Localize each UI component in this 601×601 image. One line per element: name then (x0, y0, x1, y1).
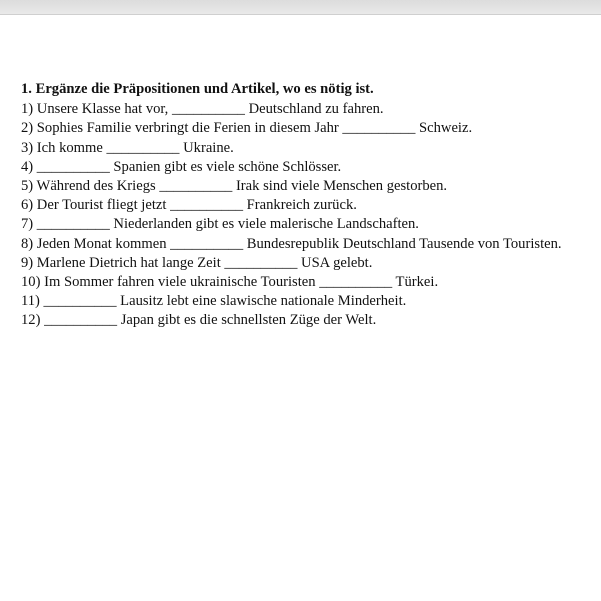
exercise-title: 1. Ergänze die Präpositionen und Artikel, wo es nötig ist. (21, 81, 374, 97)
exercise-line-7: 7) __________ Niederlanden gibt es viele malerische Landschaften. (21, 216, 419, 233)
exercise-line-5: 5) Während des Kriegs __________ Irak sind viele Menschen gestorben. (21, 178, 448, 195)
exercise-line-1: 1) Unsere Klasse hat vor, __________ Deutschland zu fahren. (21, 101, 384, 118)
exercise-line-6: 6) Der Tourist fliegt jetzt __________ Frankreich zurück. (21, 197, 357, 214)
exercise-line-8: 8) Jeden Monat kommen __________ Bundesrepublik Deutschland Tausende von Touristen. (21, 235, 562, 252)
worksheet (21, 80, 581, 331)
exercise-line-12: 12) __________ Japan gibt es die schnellsten Züge der Welt. (21, 312, 377, 329)
window-top-bar (0, 0, 601, 15)
exercise-line-4: 4) __________ Spanien gibt es viele schöne Schlösser. (21, 158, 342, 175)
exercise-line-11: 11) __________ Lausitz lebt eine slawische nationale Minderheit. (21, 293, 407, 310)
exercise-line-9: 9) Marlene Dietrich hat lange Zeit __________ USA gelebt. (21, 254, 373, 271)
exercise-line-10: 10) Im Sommer fahren viele ukrainische Touristen __________ Türkei. (21, 274, 439, 291)
exercise-line-2: 2) Sophies Familie verbringt die Ferien in diesem Jahr __________ Schweiz. (21, 120, 473, 137)
exercise-line-3: 3) Ich komme __________ Ukraine. (21, 139, 234, 156)
